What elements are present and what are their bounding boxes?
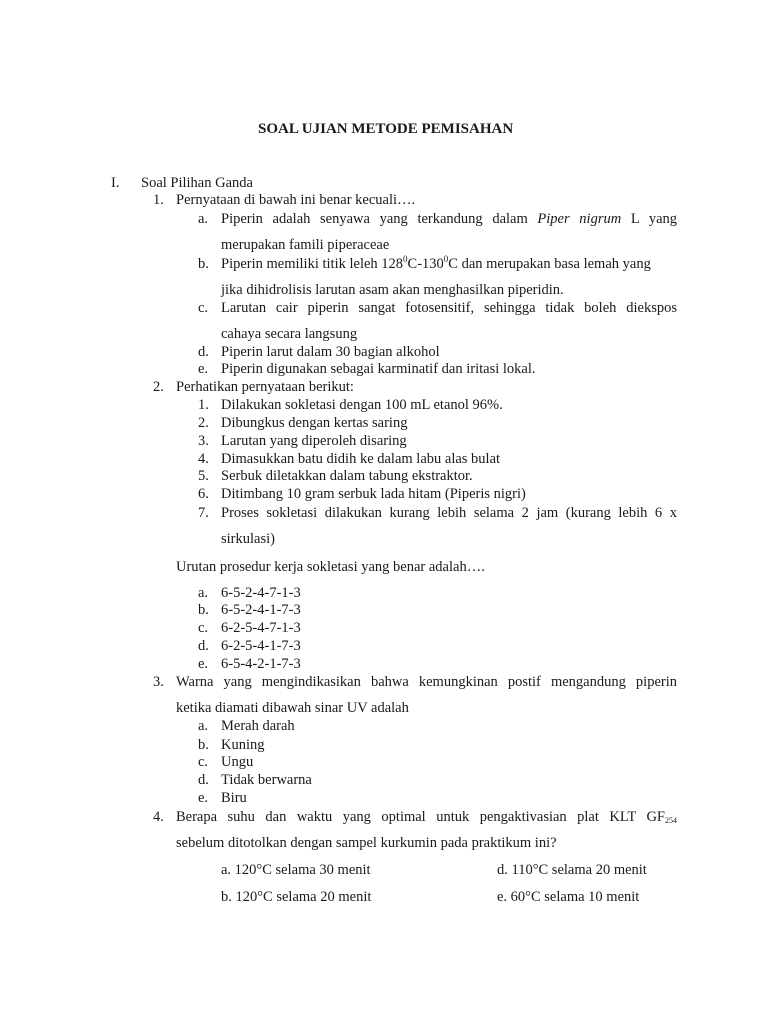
q2-step-text: Serbuk diletakkan dalam tabung ekstraktor.	[221, 468, 473, 484]
q4-stem-cont: sebelum ditotolkan dengan sampel kurkumin pada praktikum ini?	[176, 835, 557, 851]
q3-option-text: Tidak berwarna	[221, 772, 312, 788]
q1-option-b-text: Piperin memiliki titik leleh $128^0C-130^0C$ dan merupakan basa lemah yang	[221, 254, 651, 272]
q4-option-b: b. 120°C selama 20 menit	[221, 889, 372, 905]
page-title: SOAL UJIAN METODE PEMISAHAN	[258, 121, 514, 137]
section-number: I.	[111, 175, 120, 191]
q2-option-key: c.	[198, 620, 209, 636]
q1-option-a-cont: merupakan famili piperaceae	[221, 237, 390, 253]
q4-stem: Berapa suhu dan waktu yang optimal untuk pengaktivasian plat KLT $GF_{254}$	[176, 809, 677, 825]
q3-option-key: e.	[198, 790, 209, 806]
q1-option-a-text: Piperin adalah senyawa yang terkandung dalam Piper nigrum L yang	[221, 211, 678, 227]
q2-option-text: 6-5-4-2-1-7-3	[221, 656, 301, 672]
q4-stem-subscript: 254	[665, 816, 677, 825]
q2-step-text: Dilakukan sokletasi dengan 100 mL etanol 96%.	[221, 397, 503, 413]
q3-option-key: c.	[198, 754, 209, 770]
q2-option-key: a.	[198, 585, 209, 601]
q1-stem: Pernyataan di bawah ini benar kecuali….	[176, 192, 416, 208]
q2-option-key: e.	[198, 656, 209, 672]
q2-step-number: 1.	[198, 397, 209, 413]
q2-step-number: 7.	[198, 505, 209, 521]
q2-option-key: d.	[198, 638, 209, 654]
q1-option-a-key: a.	[198, 211, 209, 227]
section-label: Soal Pilihan Ganda	[141, 175, 253, 191]
q3-option-text: Kuning	[221, 737, 265, 753]
q4-option-a: a. 120°C selama 30 menit	[221, 862, 371, 878]
q2-stem: Perhatikan pernyataan berikut:	[176, 379, 354, 395]
q4-number: 4.	[153, 809, 164, 825]
q2-step-text: Larutan yang diperoleh disaring	[221, 433, 407, 449]
q1-option-b-key: b.	[198, 256, 209, 272]
q2-question: Urutan prosedur kerja sokletasi yang benar adalah….	[176, 559, 485, 575]
q2-step-number: 3.	[198, 433, 209, 449]
q2-step-text: Proses sokletasi dilakukan kurang lebih selama 2 jam (kurang lebih 6 x	[221, 505, 677, 521]
q3-option-key: b.	[198, 737, 209, 753]
q2-step-cont: sirkulasi)	[221, 531, 275, 547]
q1-option-c-text: Larutan cair piperin sangat fotosensitif, sehingga tidak boleh diekspos	[221, 300, 677, 316]
q2-step-number: 4.	[198, 451, 209, 467]
q2-step-text: Dimasukkan batu didih ke dalam labu alas bulat	[221, 451, 501, 467]
q2-option-text: 6-2-5-4-1-7-3	[221, 638, 301, 654]
q2-step-text: Ditimbang 10 gram serbuk lada hitam (Piperis nigri)	[221, 486, 526, 502]
q2-number: 2.	[153, 379, 164, 395]
q1-option-d-text: Piperin larut dalam 30 bagian alkohol	[221, 344, 440, 360]
q2-step-text: Dibungkus dengan kertas saring	[221, 415, 408, 431]
q3-option-text: Ungu	[221, 754, 254, 770]
q3-option-key: d.	[198, 772, 209, 788]
q4-option-d: d. 110°C selama 20 menit	[497, 862, 647, 878]
q2-option-text: 6-2-5-4-7-1-3	[221, 620, 301, 636]
q3-stem-cont: ketika diamati dibawah sinar UV adalah	[176, 700, 409, 716]
q2-step-number: 6.	[198, 486, 209, 502]
q2-option-key: b.	[198, 602, 209, 618]
q2-step-number: 2.	[198, 415, 209, 431]
q2-option-text: 6-5-2-4-1-7-3	[221, 602, 301, 618]
q4-option-e: e. 60°C selama 10 menit	[497, 889, 640, 905]
q1-option-c-key: c.	[198, 300, 209, 316]
q1-option-c-cont: cahaya secara langsung	[221, 326, 358, 342]
q3-stem: Warna yang mengindikasikan bahwa kemungkinan postif mengandung piperin	[176, 674, 677, 690]
q3-option-text: Merah darah	[221, 718, 295, 734]
q2-step-number: 5.	[198, 468, 209, 484]
q2-option-text: 6-5-2-4-7-1-3	[221, 585, 301, 601]
q3-option-key: a.	[198, 718, 209, 734]
q1-option-e-text: Piperin digunakan sebagai karminatif dan iritasi lokal.	[221, 361, 536, 377]
q3-number: 3.	[153, 674, 164, 690]
q1-option-a-species: Piper nigrum	[537, 211, 622, 227]
q1-number: 1.	[153, 192, 164, 208]
q1-option-e-key: e.	[198, 361, 209, 377]
q1-option-b-cont: jika dihidrolisis larutan asam akan menghasilkan piperidin.	[221, 282, 564, 298]
q1-option-d-key: d.	[198, 344, 209, 360]
q3-option-text: Biru	[221, 790, 247, 806]
